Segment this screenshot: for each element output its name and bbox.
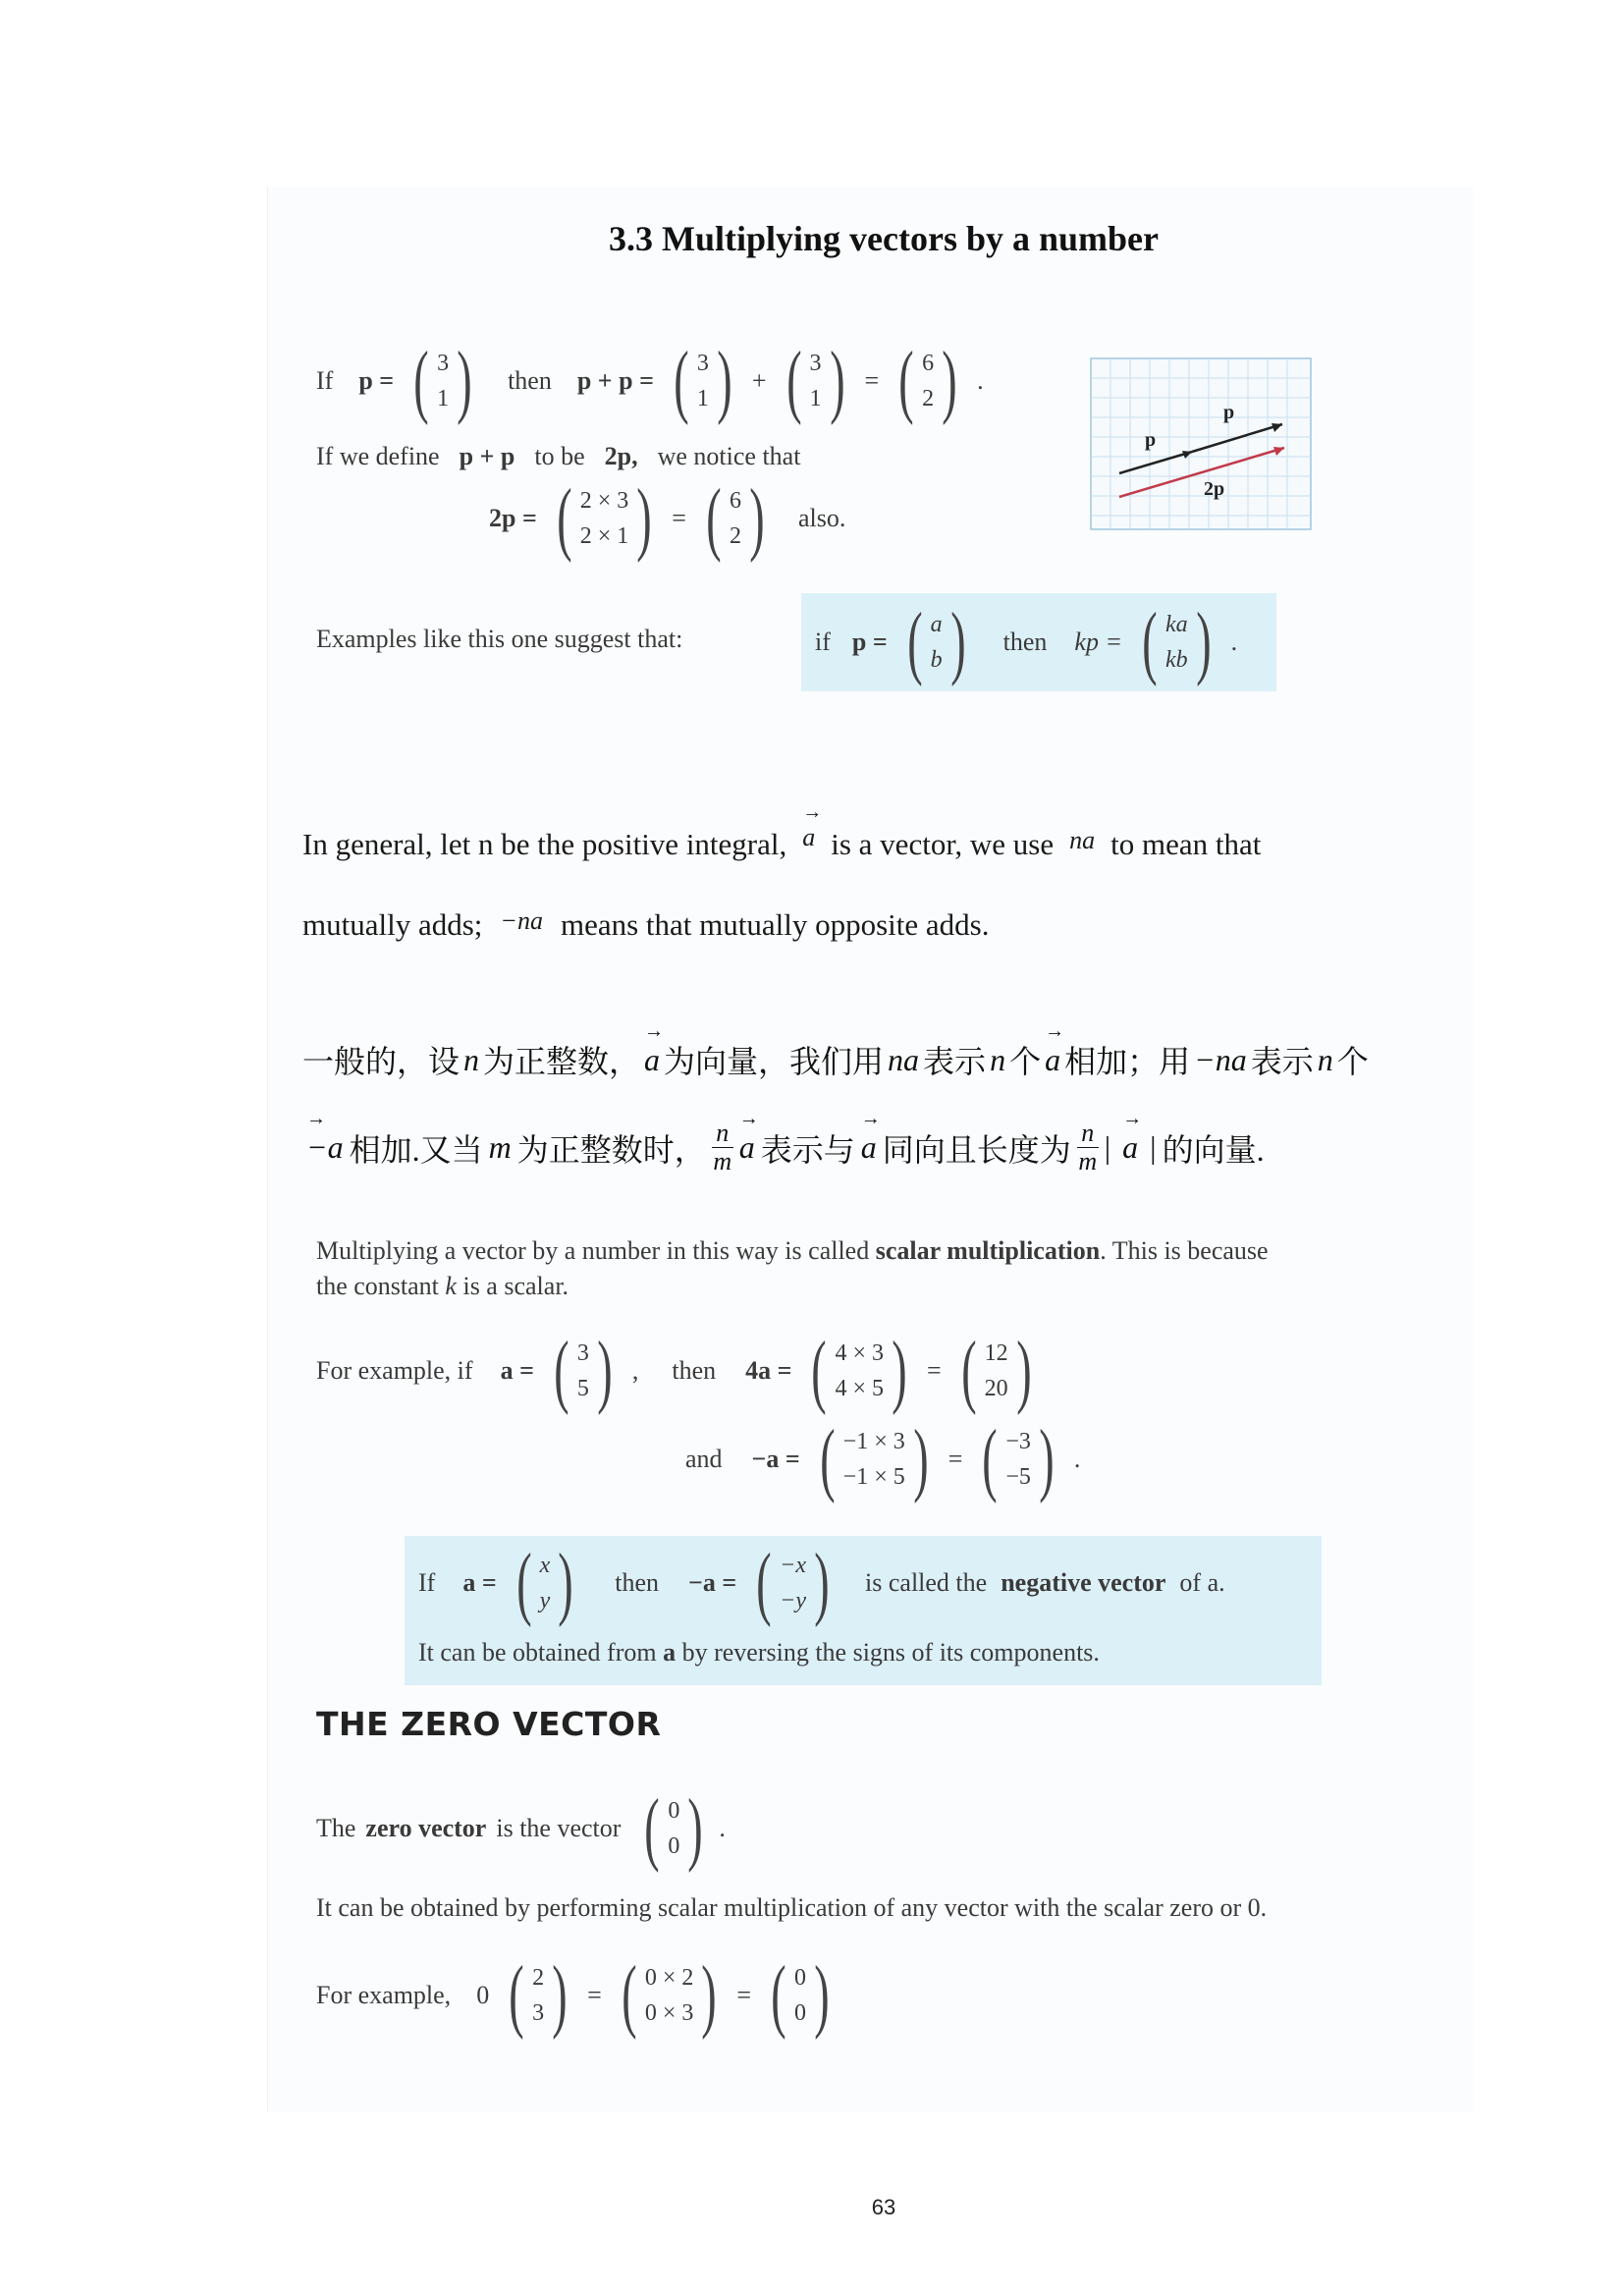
cn-neg-na: −na bbox=[1194, 1041, 1247, 1077]
zero-for-example: For example, bbox=[316, 1981, 452, 2009]
example2-for-example: For example, if bbox=[316, 1356, 473, 1385]
cn-text-8: 个 bbox=[1336, 1044, 1369, 1079]
zero-line1 bbox=[316, 1782, 726, 1874]
zero-eq-2: = bbox=[736, 1981, 752, 2009]
zero-text-2: is the vector bbox=[496, 1814, 622, 1842]
scalar-k: k bbox=[445, 1272, 457, 1300]
define-notice: we notice that bbox=[657, 442, 801, 470]
cn-text-11: 表示与 bbox=[760, 1131, 855, 1168]
negative-text-2b: by reversing the signs of its components. bbox=[681, 1638, 1100, 1667]
example2-4a-eq: 4a = bbox=[745, 1356, 792, 1385]
cn-text-3: 为向量，我们用 bbox=[664, 1044, 885, 1079]
define-text: If we define bbox=[316, 442, 440, 470]
zero-example bbox=[316, 1949, 836, 2041]
example2-neg-a-eq: −a = bbox=[751, 1445, 800, 1473]
p-vector-a: ( 3 1 ) bbox=[674, 335, 732, 426]
negative-text-2a: It can be obtained from bbox=[418, 1638, 657, 1667]
cn-n-2: n bbox=[990, 1041, 1006, 1077]
define-equation bbox=[489, 472, 846, 564]
define-p-plus-p: p + p bbox=[459, 442, 515, 470]
examples-p-eq: p = bbox=[851, 628, 888, 656]
scalar-text-4: is a scalar. bbox=[462, 1272, 569, 1300]
equals-sign: = bbox=[864, 366, 880, 395]
cn-text-4: 表示 bbox=[923, 1044, 987, 1079]
plus-sign: + bbox=[751, 366, 767, 395]
zero-example-vector: ( 2 3 ) bbox=[509, 1949, 568, 2041]
negative-of-a: of a. bbox=[1179, 1568, 1225, 1597]
negative-a-eq: a = bbox=[462, 1568, 497, 1597]
p-eq: p = bbox=[358, 366, 395, 395]
zero-mul-vector: ( 0 × 2 0 × 3 ) bbox=[622, 1949, 718, 2041]
cn-fraction-2: $\frac{n}{m}$ bbox=[1078, 1119, 1098, 1175]
examples-period: . bbox=[1230, 628, 1238, 656]
examples-then: then bbox=[1002, 628, 1048, 656]
intro-line bbox=[316, 335, 984, 426]
define-lhs: 2p = bbox=[489, 504, 537, 532]
p-plus-p: p + p = bbox=[576, 366, 654, 395]
cn-text-13: 的向量. bbox=[1162, 1131, 1265, 1168]
period: . bbox=[977, 366, 984, 395]
example2-a-eq: a = bbox=[500, 1356, 534, 1385]
cn-vector-a-4: → a bbox=[861, 1129, 877, 1166]
na-symbol: na bbox=[1069, 826, 1096, 854]
example2-line2 bbox=[685, 1413, 1081, 1504]
general-en-line1 bbox=[302, 823, 1262, 862]
cn-n-1: n bbox=[463, 1041, 480, 1077]
vector-a-symbol: → a bbox=[802, 823, 815, 852]
zero-vector-heading: THE ZERO VECTOR bbox=[316, 1705, 662, 1743]
example2-mul-vector: ( 4 × 3 4 × 5 ) bbox=[811, 1325, 907, 1416]
define-line bbox=[316, 442, 800, 471]
cn-vector-a-2: → a bbox=[1045, 1042, 1060, 1078]
define-2p: 2p, bbox=[604, 442, 638, 470]
vector-grid-diagram bbox=[1090, 357, 1312, 530]
negative-a-vector: ( x y ) bbox=[515, 1537, 573, 1628]
negative-bold: negative vector bbox=[1001, 1568, 1166, 1597]
example2-and: and bbox=[685, 1445, 723, 1473]
general-en-text-5: means that mutually opposite adds. bbox=[560, 907, 990, 942]
negative-text-2-bold: a bbox=[663, 1638, 677, 1667]
label-p-1: p bbox=[1145, 429, 1157, 451]
zero-res-vector: ( 0 0 ) bbox=[771, 1949, 830, 2041]
general-en-text-1: In general, let n be the positive integral, bbox=[302, 827, 787, 861]
zero-obtained: It can be obtained by performing scalar multiplication of any vector with the scalar zero or 0. bbox=[316, 1893, 1268, 1922]
define-to-be: to be bbox=[534, 442, 585, 470]
negative-line1 bbox=[418, 1537, 1225, 1628]
example2-neg-mul-vector: ( −1 × 3 −1 × 5 ) bbox=[819, 1413, 929, 1504]
scalar-text-1: Multiplying a vector by a number in this way is called bbox=[316, 1236, 870, 1265]
p-vector: ( 3 1 ) bbox=[413, 335, 472, 426]
zero-text-1: The bbox=[316, 1814, 356, 1842]
general-cn-line1 bbox=[302, 1037, 1369, 1082]
section-title: 3.3 Multiplying vectors by a number bbox=[608, 219, 1159, 258]
sum-vector: ( 6 2 ) bbox=[898, 335, 957, 426]
general-en-text-4: mutually adds; bbox=[302, 907, 483, 942]
scalar-text-3: the constant bbox=[316, 1272, 439, 1300]
zero-bold: zero vector bbox=[365, 1814, 487, 1842]
example2-a-vector: ( 3 5 ) bbox=[554, 1325, 613, 1416]
then-label: then bbox=[508, 366, 552, 395]
negative-then: then bbox=[615, 1568, 660, 1597]
general-cn-line2: → −a 相加.又当 m 为正整数时， $\frac{n}{m}$ → a 表示与 → a 同向且长度为 $\frac{n}{m}$ | → a | 的向量. bbox=[306, 1120, 1265, 1175]
scalar-text-2: . This is because bbox=[1100, 1236, 1269, 1265]
scalar-bold: scalar multiplication bbox=[875, 1236, 1101, 1265]
cn-text-10: 为正整数时， bbox=[516, 1131, 706, 1168]
negative-called: is called the bbox=[865, 1568, 988, 1597]
negative-neg-vector: ( −x −y ) bbox=[756, 1537, 830, 1628]
zero-eq-1: = bbox=[587, 1981, 602, 2009]
zero-vector: ( 0 0 ) bbox=[644, 1782, 704, 1874]
cn-neg-vector-a: → −a bbox=[306, 1129, 344, 1166]
example2-comma: , bbox=[631, 1356, 639, 1385]
if-label: If bbox=[316, 366, 334, 395]
cn-m: m bbox=[488, 1129, 512, 1165]
cn-text-2: 为正整数， bbox=[483, 1044, 641, 1079]
general-en-text-3: to mean that bbox=[1110, 827, 1262, 861]
example2-line1 bbox=[316, 1325, 1038, 1416]
negative-if: If bbox=[418, 1568, 436, 1597]
define-also: also. bbox=[797, 504, 846, 532]
negative-line2 bbox=[418, 1638, 1100, 1667]
examples-kp-eq: kp = bbox=[1074, 628, 1122, 656]
examples-p-vector: ( a b ) bbox=[906, 596, 966, 687]
page-number: 63 bbox=[871, 2195, 896, 2219]
example2-neg-res-vector: ( −3 −5 ) bbox=[982, 1413, 1055, 1504]
cn-text-12: 同向且长度为 bbox=[882, 1131, 1071, 1168]
example2-eq-2: = bbox=[947, 1445, 963, 1473]
cn-fraction-1: $\frac{n}{m}$ bbox=[713, 1119, 732, 1175]
p-vector-b: ( 3 1 ) bbox=[785, 335, 845, 426]
example2-then: then bbox=[672, 1356, 717, 1385]
example2-eq-1: = bbox=[926, 1356, 942, 1385]
examples-if: if bbox=[815, 628, 831, 656]
cn-n-3: n bbox=[1317, 1041, 1333, 1077]
cn-abs-vector-a: → a bbox=[1122, 1129, 1138, 1166]
label-p-2: p bbox=[1223, 402, 1235, 423]
example2-period: . bbox=[1073, 1445, 1081, 1473]
cn-vector-a-3: → a bbox=[739, 1129, 755, 1166]
examples-text: Examples like this one suggest that: bbox=[316, 625, 683, 653]
define-mul-vector: ( 2 × 3 2 × 1 ) bbox=[557, 472, 653, 564]
cn-text-1: 一般的，设 bbox=[302, 1044, 460, 1079]
zero-period: . bbox=[719, 1814, 726, 1842]
cn-text-7: 表示 bbox=[1250, 1044, 1314, 1079]
cn-text-5: 个 bbox=[1009, 1044, 1042, 1079]
neg-na-symbol: −na bbox=[500, 906, 543, 935]
cn-text-6: 相加；用 bbox=[1064, 1044, 1191, 1079]
zero-scalar: 0 bbox=[476, 1981, 490, 2009]
examples-formula bbox=[815, 596, 1238, 687]
negative-neg-a-eq: −a = bbox=[688, 1568, 737, 1597]
label-2p: 2p bbox=[1204, 478, 1225, 500]
define-res-vector: ( 6 2 ) bbox=[706, 472, 765, 564]
general-en-text-2: is a vector, we use bbox=[831, 827, 1055, 861]
cn-na: na bbox=[888, 1041, 920, 1077]
define-eq: = bbox=[672, 504, 686, 532]
scalar-paragraph bbox=[316, 1233, 1426, 1304]
examples-kp-vector: ( ka kb ) bbox=[1142, 596, 1212, 687]
example2-res-vector: ( 12 20 ) bbox=[960, 1325, 1032, 1416]
cn-text-9: 相加.又当 bbox=[349, 1131, 483, 1168]
general-en-line2 bbox=[302, 907, 989, 943]
cn-vector-a-1: → a bbox=[644, 1042, 660, 1078]
